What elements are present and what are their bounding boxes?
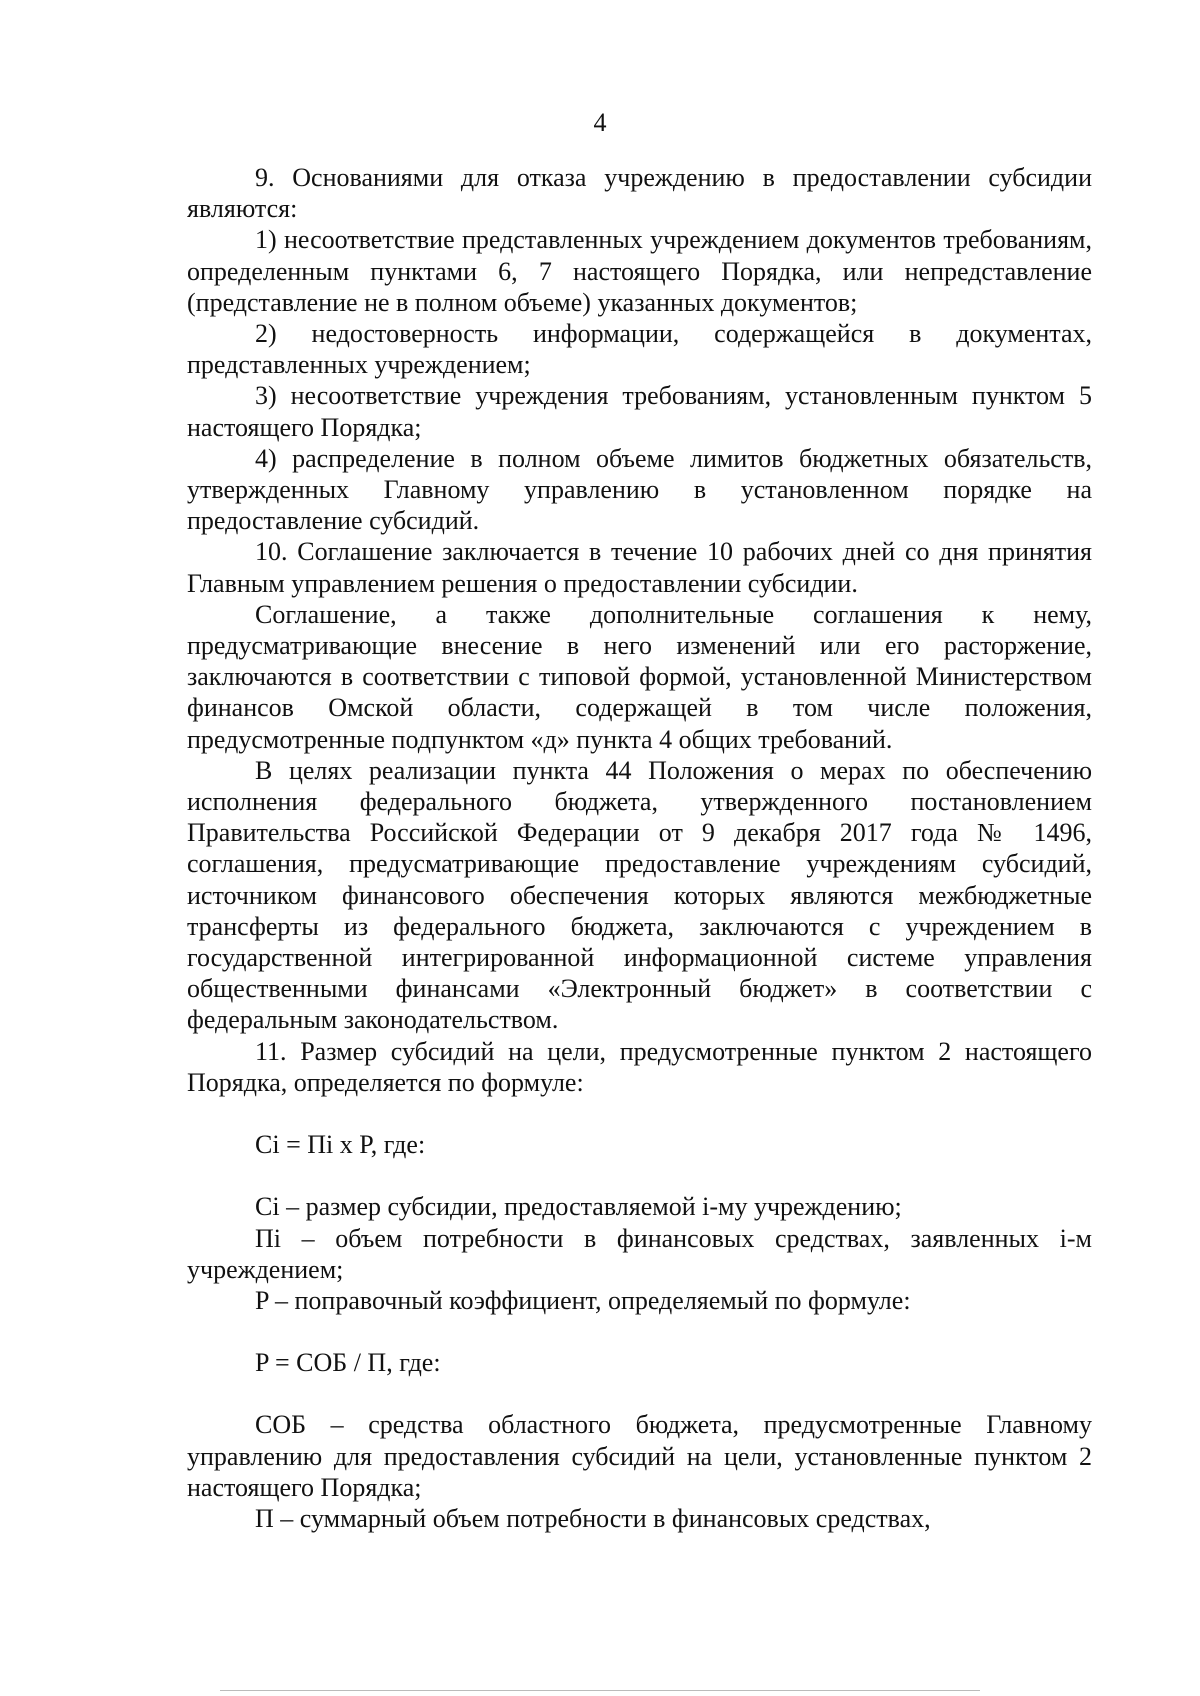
paragraph-10: 10. Соглашение заключается в течение 10 рабочих дней со дня принятия Главным управлением решения о предоставлении субсидии.: [187, 537, 1092, 598]
paragraph-9-item-3: 3) несоответствие учреждения требованиям, установленным пунктом 5 настоящего Порядка;: [187, 381, 1092, 442]
document-body: [187, 162, 1092, 1534]
paragraph-9: 9. Основаниями для отказа учреждению в предоставлении субсидии являются:: [187, 163, 1092, 224]
definition-sob: СОБ – средства областного бюджета, предусмотренные Главному управлению для предоставления субсидий на цели, установленные пунктом 2 настоящего Порядка;: [187, 1410, 1092, 1502]
formula-subsidy: Ci = Пi x P, где:: [255, 1130, 426, 1160]
paragraph-9-item-4: 4) распределение в полном объеме лимитов бюджетных обязательств, утвержденных Главному управлению в установленном порядке на предоставление субсидий.: [187, 443, 1092, 536]
paragraph-9-item-2: 2) недостоверность информации, содержащейся в документах, представленных учреждением;: [187, 319, 1092, 380]
definition-p: P – поправочный коэффициент, определяемый по формуле:: [255, 1285, 911, 1315]
definition-p-total: П – суммарный объем потребности в финансовых средствах,: [255, 1503, 931, 1533]
formula-correction: P = СОБ / П, где:: [255, 1348, 441, 1378]
scan-bottom-line: [220, 1690, 980, 1691]
definition-pi: Пi – объем потребности в финансовых средствах, заявленных i-м учреждением;: [187, 1223, 1092, 1284]
page-number: 4: [593, 108, 607, 137]
paragraph-11: 11. Размер субсидий на цели, предусмотренные пунктом 2 настоящего Порядка, определяется по формуле:: [187, 1036, 1092, 1097]
paragraph-10-agreement: Соглашение, а также дополнительные соглашения к нему, предусматривающие внесение в него изменений или его расторжение, заключаются в соответствии с типовой формой, установленной Министерством финансов Омской области, содержащей в том числе положения, предусмотренные подпунктом «д» пункта 4 общих требований.: [187, 599, 1092, 754]
paragraph-10-electronic-budget: В целях реализации пункта 44 Положения о мерах по обеспечению исполнения федерального бюджета, утвержденного постановлением Правительства Российской Федерации от 9 декабря 2017 года № 1496, соглашения, предусматривающие предоставление учреждениям субсидий, источником финансового обеспечения которых являются межбюджетные трансферты из федерального бюджета, заключаются с учреждением в государственной интегрированной информационной системе управления общественными финансами «Электронный бюджет» в соответствии с федеральным законодательством.: [187, 755, 1092, 1035]
paragraph-9-item-1: 1) несоответствие представленных учреждением документов требованиям, определенным пунктами 6, 7 настоящего Порядка, или непредставление (представление не в полном объеме) указанных документов;: [187, 225, 1092, 317]
definition-ci: Ci – размер субсидии, предоставляемой i-му учреждению;: [255, 1192, 902, 1222]
